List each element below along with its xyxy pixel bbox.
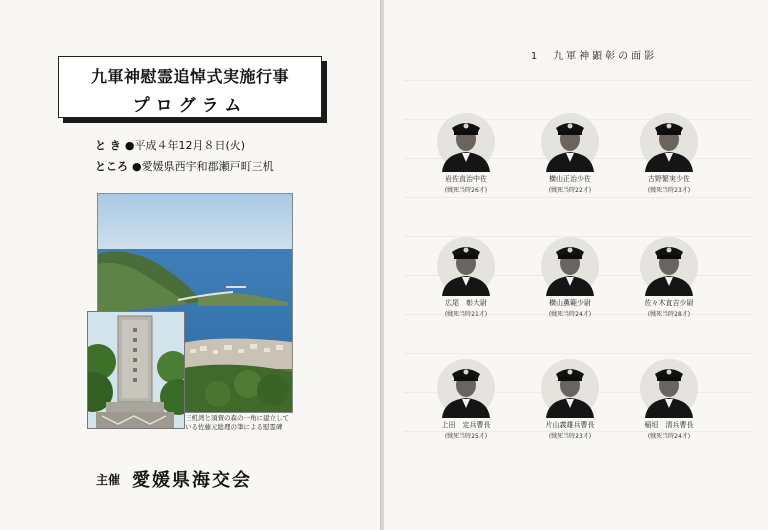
portrait: [629, 358, 709, 440]
program-title: プログラム: [132, 96, 248, 116]
portrait-name: 岩佐直治中佐: [445, 175, 487, 183]
portrait-age: (戦死当時24才): [647, 433, 691, 440]
place-label: ところ: [95, 160, 128, 173]
organizer: [96, 466, 252, 492]
photo-caption: 三机湾と須賀の森の一角に建立している佐藤元総理の筆による慰霊碑: [185, 414, 289, 431]
portrait-name: 広尾 彰大尉: [445, 299, 487, 307]
portrait-age: (戦死当時21才): [444, 311, 488, 318]
officer-portrait-icon: [436, 112, 496, 172]
portrait: [629, 236, 709, 318]
portrait-name: 上田 定兵曹長: [441, 421, 491, 429]
portrait: [530, 358, 610, 440]
portrait-name: 横山正治少佐: [549, 175, 591, 183]
right-page: [384, 0, 768, 530]
portrait-age: (戦死当時23才): [548, 433, 592, 440]
event-title: 九軍神慰霊追悼式実施行事: [90, 67, 289, 86]
portrait-name: 古野繁実少佐: [648, 175, 690, 183]
portrait: [530, 236, 610, 318]
portrait: [426, 358, 506, 440]
portrait: [629, 112, 709, 194]
portrait: [530, 112, 610, 194]
organizer-label: 主催: [96, 473, 121, 487]
section-heading: 1 九軍神顕彰の面影: [530, 51, 658, 62]
event-place: [95, 158, 274, 174]
date-label: と き: [95, 139, 121, 152]
officer-portrait-icon: [540, 236, 600, 296]
event-date: [95, 137, 245, 153]
portrait-age: (戦死当時26才): [444, 187, 488, 194]
officer-portrait-icon: [540, 112, 600, 172]
memorial-photo: [87, 311, 185, 429]
title-box: [58, 56, 322, 118]
place-value: ●愛媛県西宇和郡瀬戸町三机: [132, 160, 274, 173]
officer-portrait-icon: [639, 236, 699, 296]
organizer-name: 愛媛県海交会: [132, 470, 253, 491]
officer-portrait-icon: [639, 358, 699, 418]
portrait: [426, 236, 506, 318]
left-page: [0, 0, 381, 530]
date-value: ●平成４年12月８日(火): [124, 139, 246, 152]
portrait: [426, 112, 506, 194]
portrait-age: (戦死当時28才): [647, 311, 691, 318]
portrait-name: 横山薫範少尉: [549, 299, 591, 307]
portrait-age: (戦死当時24才): [548, 311, 592, 318]
portrait-name: 佐々木直吉少尉: [644, 299, 694, 307]
portrait-age: (戦死当時25才): [444, 433, 488, 440]
portrait-name: 片山義雄兵曹長: [545, 421, 595, 429]
portrait-age: (戦死当時23才): [647, 187, 691, 194]
officer-portrait-icon: [436, 358, 496, 418]
portrait-age: (戦死当時22才): [548, 187, 592, 194]
portrait-name: 稲垣 清兵曹長: [644, 421, 694, 429]
officer-portrait-icon: [639, 112, 699, 172]
officer-portrait-icon: [436, 236, 496, 296]
officer-portrait-icon: [540, 358, 600, 418]
